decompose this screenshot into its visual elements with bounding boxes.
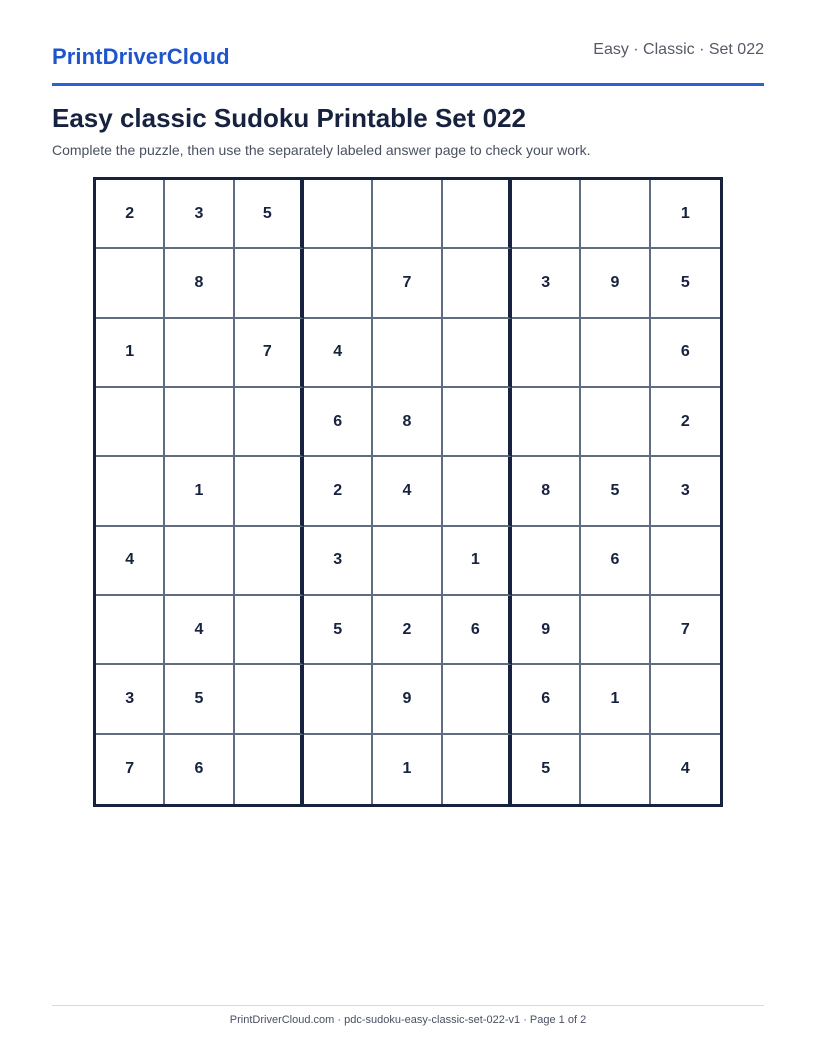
sudoku-cell[interactable] [443,735,512,804]
sudoku-cell[interactable]: 4 [373,457,442,526]
sudoku-cell[interactable] [304,180,373,249]
sudoku-cell[interactable]: 3 [304,527,373,596]
sudoku-cell[interactable] [581,319,650,388]
sudoku-cell[interactable]: 1 [581,665,650,734]
sudoku-cell[interactable]: 3 [651,457,720,526]
sudoku-cell[interactable]: 7 [96,735,165,804]
sudoku-cell[interactable] [581,388,650,457]
sudoku-cell[interactable]: 4 [304,319,373,388]
sudoku-cell[interactable]: 3 [512,249,581,318]
sudoku-cell[interactable] [235,388,304,457]
sudoku-cell[interactable] [581,596,650,665]
sudoku-cell[interactable]: 5 [512,735,581,804]
sudoku-cell[interactable] [443,249,512,318]
page-footer: PrintDriverCloud.com · pdc-sudoku-easy-classic-set-022-v1 · Page 1 of 2 [229,1014,587,1026]
sudoku-cell[interactable] [512,527,581,596]
puzzle-meta: Easy · Classic · Set 022 [593,41,764,58]
sudoku-cell[interactable]: 4 [96,527,165,596]
sudoku-grid [93,177,723,807]
sudoku-cell[interactable] [373,180,442,249]
sudoku-cell[interactable]: 3 [96,665,165,734]
sudoku-cell[interactable]: 7 [235,319,304,388]
sudoku-cell[interactable]: 8 [373,388,442,457]
sudoku-cell[interactable] [512,319,581,388]
brand-logo: PrintDriverCloud [52,44,230,69]
sudoku-cell[interactable] [235,596,304,665]
sudoku-cell[interactable] [96,249,165,318]
sudoku-cell[interactable]: 2 [373,596,442,665]
sudoku-cell[interactable] [304,249,373,318]
sudoku-cell[interactable]: 6 [651,319,720,388]
sudoku-cell[interactable] [651,665,720,734]
sudoku-cell[interactable] [443,388,512,457]
sudoku-cell[interactable] [235,457,304,526]
sudoku-cell[interactable] [512,180,581,249]
page-subtitle: Complete the puzzle, then use the separately labeled answer page to check your work. [52,142,591,158]
sudoku-cell[interactable]: 5 [165,665,234,734]
sudoku-cell[interactable]: 2 [96,180,165,249]
sudoku-cell[interactable] [304,665,373,734]
sudoku-cell[interactable]: 7 [651,596,720,665]
sudoku-cell[interactable]: 9 [373,665,442,734]
sudoku-cell[interactable]: 5 [581,457,650,526]
sudoku-cell[interactable] [235,249,304,318]
sudoku-cell[interactable] [165,388,234,457]
page-header [52,40,764,86]
sudoku-cell[interactable]: 1 [165,457,234,526]
page-title: Easy classic Sudoku Printable Set 022 [52,103,527,133]
sudoku-cell[interactable]: 1 [651,180,720,249]
footer-divider [52,1005,764,1006]
sudoku-cell[interactable] [651,527,720,596]
sudoku-cell[interactable] [512,388,581,457]
sudoku-cell[interactable] [165,319,234,388]
sudoku-cell[interactable]: 2 [651,388,720,457]
sudoku-cell[interactable]: 4 [680,760,690,778]
sudoku-cell[interactable] [165,527,234,596]
sudoku-cell[interactable] [443,319,512,388]
sudoku-cell[interactable] [96,457,165,526]
sudoku-cell[interactable]: 1 [96,319,165,388]
sudoku-cell[interactable] [235,665,304,734]
sudoku-cell[interactable]: 1 [443,527,512,596]
sudoku-cell[interactable]: 8 [512,457,581,526]
sudoku-cell[interactable] [581,735,650,804]
sudoku-cell[interactable]: 7 [373,249,442,318]
sudoku-cell[interactable]: 6 [304,388,373,457]
sudoku-cell[interactable] [235,735,304,804]
sudoku-cell[interactable] [373,527,442,596]
sudoku-cell[interactable]: 3 [165,180,234,249]
sudoku-cell[interactable]: 1 [373,735,442,804]
sudoku-cell[interactable] [443,457,512,526]
sudoku-cell[interactable]: 6 [165,735,234,804]
sudoku-cell[interactable]: 5 [651,249,720,318]
sudoku-cell[interactable]: 9 [512,596,581,665]
sudoku-cell[interactable] [373,319,442,388]
sudoku-cell[interactable]: 5 [235,180,304,249]
sudoku-cell[interactable]: 6 [581,527,650,596]
sudoku-cell[interactable] [96,596,165,665]
sudoku-cell[interactable]: 5 [304,596,373,665]
sudoku-cell[interactable]: 4 [165,596,234,665]
sudoku-cell[interactable] [96,388,165,457]
sudoku-cell[interactable]: 6 [512,665,581,734]
sudoku-cell[interactable] [443,665,512,734]
sudoku-cell[interactable] [304,735,373,804]
sudoku-cell[interactable] [235,527,304,596]
sudoku-cell[interactable] [581,180,650,249]
sudoku-cell[interactable]: 6 [443,596,512,665]
sudoku-cell[interactable] [443,180,512,249]
sudoku-cell[interactable]: 9 [581,249,650,318]
sudoku-cell[interactable]: 2 [304,457,373,526]
sudoku-cell[interactable]: 8 [165,249,234,318]
